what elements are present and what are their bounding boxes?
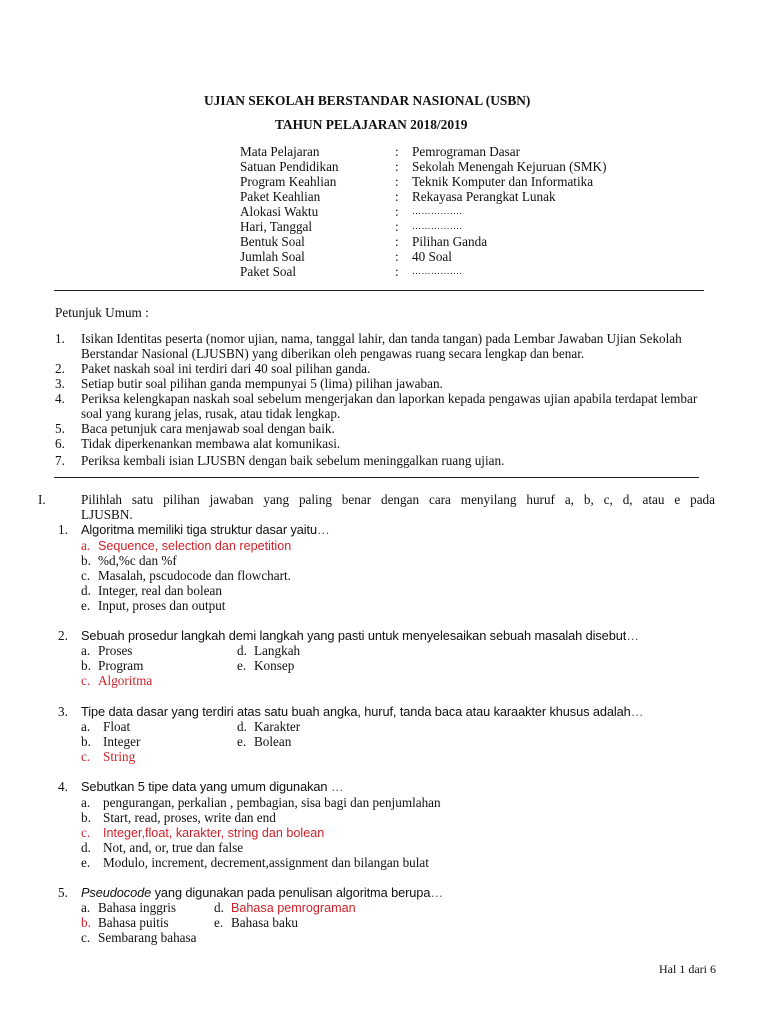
instruction-number: 1.	[55, 331, 65, 346]
option-text: String	[103, 749, 136, 764]
question-number: 3.	[58, 704, 68, 719]
option-d	[237, 643, 300, 658]
school-year-title: TAHUN PELAJARAN 2018/2019	[275, 117, 468, 132]
info-colon: :	[395, 249, 399, 264]
instruction-text: Tidak diperkenankan membawa alat komunikasi.	[81, 436, 341, 451]
info-label: Program Keahlian	[240, 174, 337, 189]
option-text: Bahasa pemrograman	[231, 901, 356, 915]
option-text: Bahasa puitis	[98, 915, 169, 930]
section-number: I.	[38, 492, 46, 507]
option-e	[237, 734, 291, 749]
option-text: Integer	[103, 734, 141, 749]
question-ellipsis: …	[327, 779, 344, 794]
option-b	[81, 810, 276, 825]
instruction-number: 7.	[55, 453, 65, 468]
option-text: Bahasa baku	[231, 915, 299, 930]
option-letter: e.	[237, 734, 247, 749]
option-letter: a.	[81, 795, 91, 810]
info-colon: :	[395, 159, 399, 174]
question-number: 2.	[58, 628, 68, 643]
option-letter: e.	[81, 598, 91, 613]
info-value: Rekayasa Perangkat Lunak	[412, 189, 556, 204]
info-label: Satuan Pendidikan	[240, 159, 339, 174]
info-colon: :	[395, 219, 399, 234]
option-a	[81, 643, 132, 658]
option-letter: d.	[81, 840, 91, 855]
option-text: Integer, real dan bolean	[98, 583, 222, 598]
info-value: …………….	[412, 206, 463, 216]
exam-title: UJIAN SEKOLAH BERSTANDAR NASIONAL (USBN)	[204, 93, 531, 108]
question-text	[81, 779, 344, 794]
instruction-item	[55, 391, 715, 421]
info-value: Sekolah Menengah Kejuruan (SMK)	[412, 159, 607, 174]
info-colon: :	[395, 234, 399, 249]
instructions-heading: Petunjuk Umum :	[55, 305, 149, 320]
option-letter: a.	[81, 900, 91, 915]
option-letter: c.	[81, 930, 91, 945]
info-value: …………….	[412, 266, 463, 276]
option-d	[81, 583, 222, 598]
question-ellipsis: …	[430, 885, 444, 900]
option-a	[81, 795, 441, 810]
option-text: Proses	[98, 643, 133, 658]
question-ellipsis: …	[626, 628, 639, 643]
info-colon: :	[395, 204, 399, 219]
option-c	[81, 568, 291, 583]
option-letter: e.	[81, 855, 91, 870]
option-text: Input, proses dan output	[98, 598, 226, 613]
option-text: Bahasa inggris	[98, 900, 177, 915]
option-text: Masalah, pscudocode dan flowchart.	[98, 568, 291, 583]
header-divider	[54, 290, 704, 291]
question-stem: yang digunakan pada penulisan algoritma berupa	[151, 885, 431, 900]
option-letter: a.	[81, 719, 91, 734]
option-e	[214, 915, 298, 930]
option-text: %d,%c dan %f	[98, 553, 177, 568]
section-instruction-line: Pilihlah satu pilihan jawaban yang paling benar dengan cara menyilang huruf a, b, c, d, atau e pada	[81, 492, 715, 507]
option-text: Karakter	[254, 719, 301, 734]
option-letter: d.	[214, 900, 224, 915]
instruction-text: Isikan Identitas peserta (nomor ujian, nama, tanggal lahir, dan tanda tangan) pada Lembar Jawaban Ujian Sekolah Berstandar Nasional (LJUSBN) yang diberikan oleh pengawas ruang secara lengkap dan benar.	[81, 331, 682, 361]
info-value: Pilihan Ganda	[412, 234, 488, 249]
option-b	[81, 553, 177, 568]
option-letter: d.	[237, 643, 247, 658]
instruction-text: Periksa kembali isian LJUSBN dengan baik sebelum meninggalkan ruang ujian.	[81, 453, 505, 468]
question-text	[81, 628, 639, 643]
instruction-number: 4.	[55, 391, 65, 406]
instruction-item	[55, 453, 715, 468]
option-c	[81, 930, 197, 945]
option-text: Sequence, selection dan repetition	[98, 539, 292, 553]
option-text: Konsep	[254, 658, 295, 673]
option-letter: e.	[214, 915, 224, 930]
info-label: Paket Keahlian	[240, 189, 321, 204]
instruction-item	[55, 376, 715, 391]
question-stem: Sebuah prosedur langkah demi langkah yang pasti untuk menyelesaikan sebuah masalah disebut	[81, 628, 627, 643]
question-text	[81, 522, 330, 537]
info-label: Alokasi Waktu	[240, 204, 319, 219]
question-number: 4.	[58, 779, 68, 794]
option-text: Not, and, or, true dan false	[103, 840, 244, 855]
option-b	[81, 734, 140, 749]
option-letter: b.	[81, 734, 91, 749]
info-label: Paket Soal	[240, 264, 297, 279]
info-value: …………….	[412, 221, 463, 231]
instruction-number: 3.	[55, 376, 65, 391]
option-d	[81, 840, 243, 855]
option-c-answer	[81, 673, 152, 688]
info-label: Jumlah Soal	[240, 249, 305, 264]
option-text: Langkah	[254, 643, 301, 658]
option-letter: d.	[237, 719, 247, 734]
option-letter: b.	[81, 553, 91, 568]
option-text: Program	[98, 658, 144, 673]
option-text: Modulo, increment, decrement,assignment dan bilangan bulat	[103, 855, 429, 870]
question-number: 5.	[58, 885, 68, 900]
option-c-answer	[81, 749, 135, 764]
option-text: pengurangan, perkalian , pembagian, sisa bagi dan penjumlahan	[103, 795, 441, 810]
section-instruction	[81, 492, 715, 507]
instruction-number: 6.	[55, 436, 65, 451]
question-number: 1.	[58, 522, 68, 537]
instruction-number: 2.	[55, 361, 65, 376]
option-d	[237, 719, 300, 734]
info-value: 40 Soal	[412, 249, 452, 264]
option-letter: a.	[81, 538, 91, 553]
option-letter: b.	[81, 658, 91, 673]
instruction-number: 5.	[55, 421, 65, 436]
option-e	[81, 855, 429, 870]
question-ellipsis: …	[316, 522, 330, 537]
option-letter: c.	[81, 673, 91, 688]
info-colon: :	[395, 144, 399, 159]
option-letter: e.	[237, 658, 247, 673]
option-c-answer	[81, 825, 324, 841]
question-stem-italic: Pseudocode	[81, 885, 152, 900]
instruction-text: Paket naskah soal ini terdiri dari 40 soal pilihan ganda.	[81, 361, 371, 376]
instruction-text: Periksa kelengkapan naskah soal sebelum mengerjakan dan laporkan kepada pengawas ujian apabila terdapat lembar soal yang kurang jelas, rusak, atau tidak lengkap.	[81, 391, 698, 421]
section-instruction-continued: LJUSBN.	[81, 507, 133, 522]
option-b	[81, 915, 169, 930]
option-e	[81, 598, 225, 613]
option-text: Start, read, proses, write dan end	[103, 810, 276, 825]
option-letter: b.	[81, 915, 91, 930]
option-text: Sembarang bahasa	[98, 930, 197, 945]
info-label: Mata Pelajaran	[240, 144, 320, 159]
option-b	[81, 658, 143, 673]
instruction-item	[55, 331, 715, 361]
instruction-item	[55, 421, 715, 436]
option-text: Algoritma	[98, 673, 153, 688]
info-colon: :	[395, 174, 399, 189]
instructions-divider	[54, 477, 699, 478]
option-a	[81, 719, 130, 734]
option-text: Integer,float, karakter, string dan bolean	[103, 826, 325, 840]
option-letter: c.	[81, 749, 91, 764]
option-d	[214, 900, 356, 916]
option-a	[81, 900, 176, 915]
question-stem: Sebutkan 5 tipe data yang umum digunakan	[81, 779, 328, 794]
instruction-item	[55, 436, 715, 451]
option-text: Bolean	[254, 734, 292, 749]
info-value: Teknik Komputer dan Informatika	[412, 174, 594, 189]
question-text	[81, 704, 643, 719]
option-text: Float	[103, 719, 131, 734]
info-colon: :	[395, 189, 399, 204]
question-stem: Algoritma memiliki tiga struktur dasar yaitu	[81, 522, 317, 537]
info-label: Bentuk Soal	[240, 234, 305, 249]
info-label: Hari, Tanggal	[240, 219, 313, 234]
question-text	[81, 885, 443, 900]
option-letter: d.	[81, 583, 91, 598]
option-a-answer	[81, 538, 291, 554]
option-letter: a.	[81, 643, 91, 658]
option-letter: c.	[81, 825, 91, 840]
instruction-text: Setiap butir soal pilihan ganda mempunyai 5 (lima) pilihan jawaban.	[81, 376, 443, 391]
page-number: Hal 1 dari 6	[659, 962, 716, 976]
option-e	[237, 658, 294, 673]
info-value: Pemrograman Dasar	[412, 144, 521, 159]
option-letter: c.	[81, 568, 91, 583]
info-colon: :	[395, 264, 399, 279]
option-letter: b.	[81, 810, 91, 825]
question-ellipsis: …	[630, 704, 644, 719]
instruction-text: Baca petunjuk cara menjawab soal dengan baik.	[81, 421, 335, 436]
instruction-item	[55, 361, 715, 376]
question-stem: Tipe data dasar yang terdiri atas satu buah angka, huruf, tanda baca atau karaakter khusus adalah	[81, 704, 631, 719]
